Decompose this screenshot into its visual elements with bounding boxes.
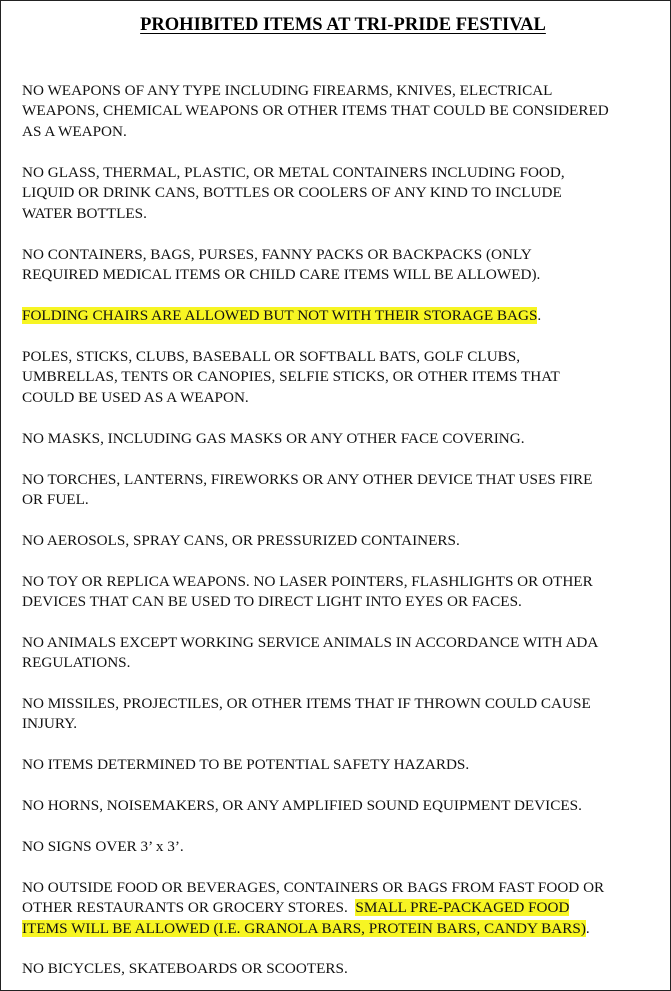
item-text: OTHER RESTAURANTS OR GROCERY STORES. — [22, 899, 356, 917]
item-line: UMBRELLAS, TENTS OR CANOPIES, SELFIE STICKS, OR OTHER ITEMS THAT — [22, 368, 560, 386]
item-line: REQUIRED MEDICAL ITEMS OR CHILD CARE ITEMS WILL BE ALLOWED). — [22, 266, 541, 284]
prohibited-item-poles — [22, 347, 664, 408]
prohibited-item-masks — [22, 429, 664, 449]
item-line: NO SIGNS OVER 3’ x 3’. — [22, 838, 184, 855]
item-line: NO OUTSIDE FOOD OR BEVERAGES, CONTAINERS OR BAGS FROM FAST FOOD OR — [22, 879, 605, 896]
item-line: WATER BOTTLES. — [22, 204, 147, 222]
item-line: INJURY. — [22, 715, 78, 733]
highlighted-text: SMALL PRE-PACKAGED FOOD — [355, 899, 570, 917]
prohibited-item-signs — [22, 837, 664, 857]
page-title: PROHIBITED ITEMS AT TRI-PRIDE FESTIVAL — [140, 15, 546, 35]
prohibited-item-hazards — [22, 755, 664, 775]
prohibited-item-torches — [22, 470, 664, 511]
item-line: NO TOY OR REPLICA WEAPONS. NO LASER POINTERS, FLASHLIGHTS OR OTHER — [22, 573, 593, 590]
item-line: DEVICES THAT CAN BE USED TO DIRECT LIGHT INTO EYES OR FACES. — [22, 593, 522, 611]
item-line: WEAPONS, CHEMICAL WEAPONS OR OTHER ITEMS THAT COULD BE CONSIDERED — [22, 102, 609, 120]
item-line: NO HORNS, NOISEMAKERS, OR ANY AMPLIFIED SOUND EQUIPMENT DEVICES. — [22, 797, 582, 814]
item-line: NO TORCHES, LANTERNS, FIREWORKS OR ANY OTHER DEVICE THAT USES FIRE — [22, 471, 593, 488]
item-line: OR FUEL. — [22, 491, 89, 509]
highlighted-text: FOLDING CHAIRS ARE ALLOWED BUT NOT WITH THEIR STORAGE BAGS — [22, 307, 538, 324]
prohibited-item-missiles — [22, 694, 664, 735]
item-line — [22, 919, 664, 939]
item-line: NO ITEMS DETERMINED TO BE POTENTIAL SAFETY HAZARDS. — [22, 756, 470, 773]
item-line: COULD BE USED AS A WEAPON. — [22, 388, 249, 406]
prohibited-item-animals — [22, 633, 664, 674]
item-line: NO AEROSOLS, SPRAY CANS, OR PRESSURIZED CONTAINERS. — [22, 532, 460, 549]
item-line: NO WEAPONS OF ANY TYPE INCLUDING FIREARMS, KNIVES, ELECTRICAL — [22, 82, 553, 99]
item-punctuation: . — [585, 919, 590, 937]
prohibited-item-bicycles — [22, 959, 664, 979]
item-line: NO MISSILES, PROJECTILES, OR OTHER ITEMS THAT IF THROWN COULD CAUSE — [22, 695, 591, 712]
item-line: REGULATIONS. — [22, 654, 131, 672]
item-punctuation: . — [537, 307, 542, 324]
prohibited-item-bags — [22, 245, 664, 286]
item-line: AS A WEAPON. — [22, 122, 127, 140]
item-line: NO CONTAINERS, BAGS, PURSES, FANNY PACKS OR BACKPACKS (ONLY — [22, 246, 532, 263]
item-line: NO MASKS, INCLUDING GAS MASKS OR ANY OTHER FACE COVERING. — [22, 430, 525, 447]
item-line: NO ANIMALS EXCEPT WORKING SERVICE ANIMALS IN ACCORDANCE WITH ADA — [22, 634, 599, 651]
prohibited-item-weapons — [22, 81, 664, 142]
prohibited-item-toy-weapons — [22, 572, 664, 613]
item-line — [22, 898, 664, 918]
item-line: POLES, STICKS, CLUBS, BASEBALL OR SOFTBALL BATS, GOLF CLUBS, — [22, 348, 521, 365]
highlighted-folding-chairs-note — [22, 306, 664, 326]
prohibited-item-aerosols — [22, 531, 664, 551]
prohibited-item-containers-glass — [22, 163, 664, 224]
item-line: NO GLASS, THERMAL, PLASTIC, OR METAL CONTAINERS INCLUDING FOOD, — [22, 164, 565, 181]
prohibited-item-outside-food — [22, 878, 664, 939]
highlighted-text: ITEMS WILL BE ALLOWED (I.E. GRANOLA BARS, PROTEIN BARS, CANDY BARS) — [22, 919, 586, 937]
item-line: LIQUID OR DRINK CANS, BOTTLES OR COOLERS OF ANY KIND TO INCLUDE — [22, 184, 562, 202]
item-line: NO BICYCLES, SKATEBOARDS OR SCOOTERS. — [22, 960, 348, 977]
prohibited-item-horns — [22, 796, 664, 816]
